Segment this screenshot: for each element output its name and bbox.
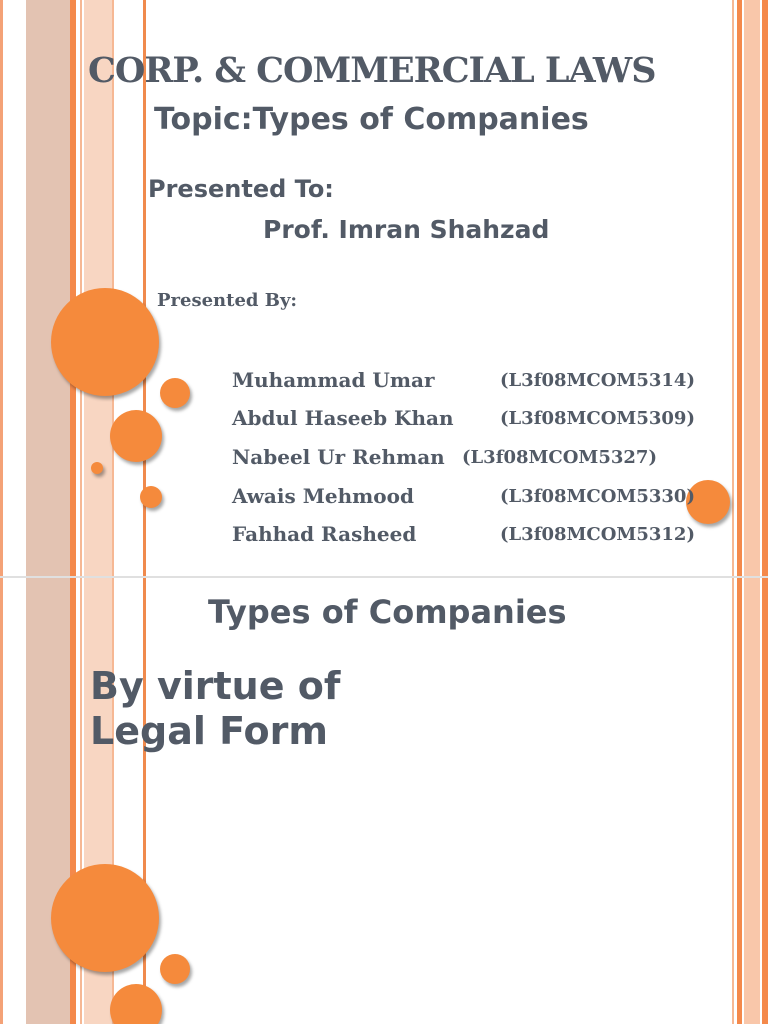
subtitle-line-2: Legal Form [90, 709, 328, 753]
left-thin-stripe [80, 0, 82, 576]
member-id: (L3f08MCOM5327) [462, 447, 657, 468]
member-name: Fahhad Rasheed [232, 522, 417, 546]
decor-circle-medium [110, 410, 162, 462]
left-wide-stripe [26, 578, 70, 1024]
left-wide-stripe [26, 0, 70, 576]
presented-to-name: Prof. Imran Shahzad [263, 215, 550, 244]
right-orange-stripe-2 [762, 0, 768, 576]
right-orange-stripe [737, 578, 742, 1024]
slide-2 [0, 578, 768, 1024]
slide-title: Types of Companies [208, 593, 567, 631]
right-light-stripe [732, 0, 734, 576]
member-name: Nabeel Ur Rehman [232, 445, 445, 469]
decor-circle-tiny [91, 462, 103, 474]
presented-to-label: Presented To: [148, 175, 334, 203]
right-peach-stripe [744, 0, 760, 576]
decor-circle-small [160, 954, 190, 984]
member-id: (L3f08MCOM5314) [500, 370, 695, 391]
decor-circle-small [160, 378, 190, 408]
right-orange-stripe [737, 0, 742, 576]
topic-line: Topic:Types of Companies [154, 102, 589, 137]
member-id: (L3f08MCOM5309) [500, 408, 695, 429]
decor-circle-small-2 [140, 486, 162, 508]
member-name: Abdul Haseeb Khan [232, 406, 454, 430]
right-peach-stripe [744, 578, 760, 1024]
subtitle-line-1: By virtue of [90, 664, 341, 708]
member-name: Muhammad Umar [232, 368, 435, 392]
member-id: (L3f08MCOM5330) [500, 486, 695, 507]
right-orange-stripe-2 [762, 578, 768, 1024]
member-id: (L3f08MCOM5312) [500, 524, 695, 545]
left-edge-stripe [0, 578, 3, 1024]
presented-by-label: Presented By: [157, 290, 298, 311]
left-orange-stripe [70, 0, 76, 576]
decor-circle-medium [110, 984, 162, 1024]
left-orange-stripe-2 [143, 578, 146, 1024]
member-name: Awais Mehmood [232, 484, 414, 508]
slide-title: CORP. & COMMERCIAL LAWS [88, 50, 656, 91]
left-edge-stripe [0, 0, 3, 576]
right-light-stripe [732, 578, 734, 1024]
decor-circle-large [51, 288, 159, 396]
decor-circle-large [51, 864, 159, 972]
